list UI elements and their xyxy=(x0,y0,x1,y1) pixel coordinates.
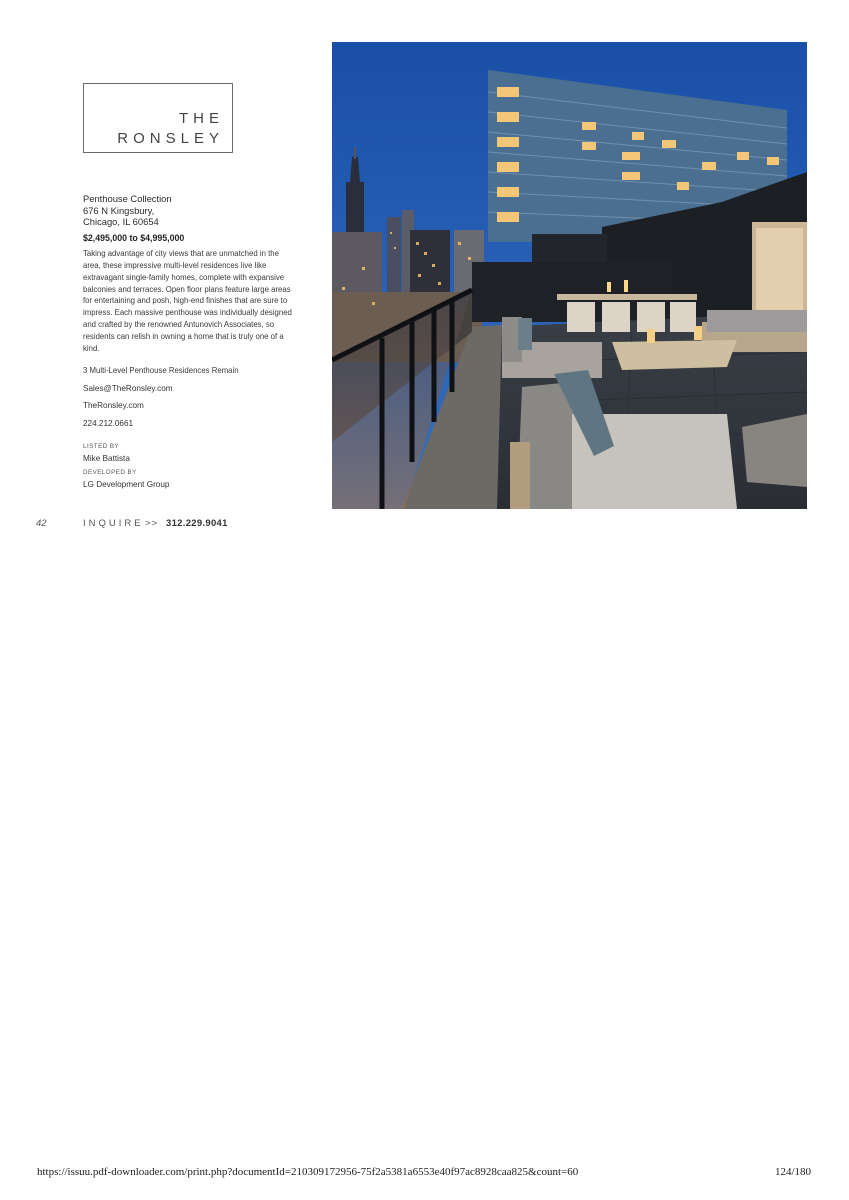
logo-ronsley: RONSLEY xyxy=(117,130,224,147)
magazine-page-number: 42 xyxy=(36,518,47,529)
collection-title: Penthouse Collection xyxy=(83,193,172,204)
listing-info xyxy=(83,193,293,490)
rooftop-terrace-photo xyxy=(332,42,807,509)
inquire-arrows: >> xyxy=(145,518,159,529)
developed-by-name: LG Development Group xyxy=(83,479,170,489)
inquire-phone: 312.229.9041 xyxy=(166,518,228,529)
inquire-label: INQUIRE xyxy=(83,518,144,529)
contact-website[interactable]: TheRonsley.com xyxy=(83,401,144,411)
developed-by-label: DEVELOPED BY xyxy=(83,469,137,477)
contact-phone: 224.212.0661 xyxy=(83,418,134,428)
listing-description: Taking advantage of city views that are unmatched in the area, these impressive multi-level residences live like extravagant single-family homes, complete with expansive balconies and terraces. Open floor plans feature large areas for entertaining and posh, high-end finishes that are sure to impress. Each massive penthouse was individually designed and crafted by the renowned Antunovich Associates, so residents can relish in owning a home that is truly one of a kind. xyxy=(83,249,292,353)
address-line-1: 676 N Kingsbury, xyxy=(83,204,155,216)
ronsley-logo xyxy=(83,83,233,153)
source-url[interactable]: https://issuu.pdf-downloader.com/print.php?documentId=210309172956-75f2a5381a6553e40f97ac8928caa825&count=60 xyxy=(37,1166,579,1178)
logo-the: THE xyxy=(179,110,224,127)
contact-email[interactable]: Sales@TheRonsley.com xyxy=(83,383,173,393)
listed-by-name: Mike Battista xyxy=(83,453,130,463)
residences-remaining: 3 Multi-Level Penthouse Residences Remain xyxy=(83,366,239,376)
price-range: $2,495,000 to $4,995,000 xyxy=(83,232,185,243)
address-line-2: Chicago, IL 60654 xyxy=(83,216,159,228)
print-page-count: 124/180 xyxy=(774,1166,811,1178)
listed-by-label: LISTED BY xyxy=(83,443,120,451)
